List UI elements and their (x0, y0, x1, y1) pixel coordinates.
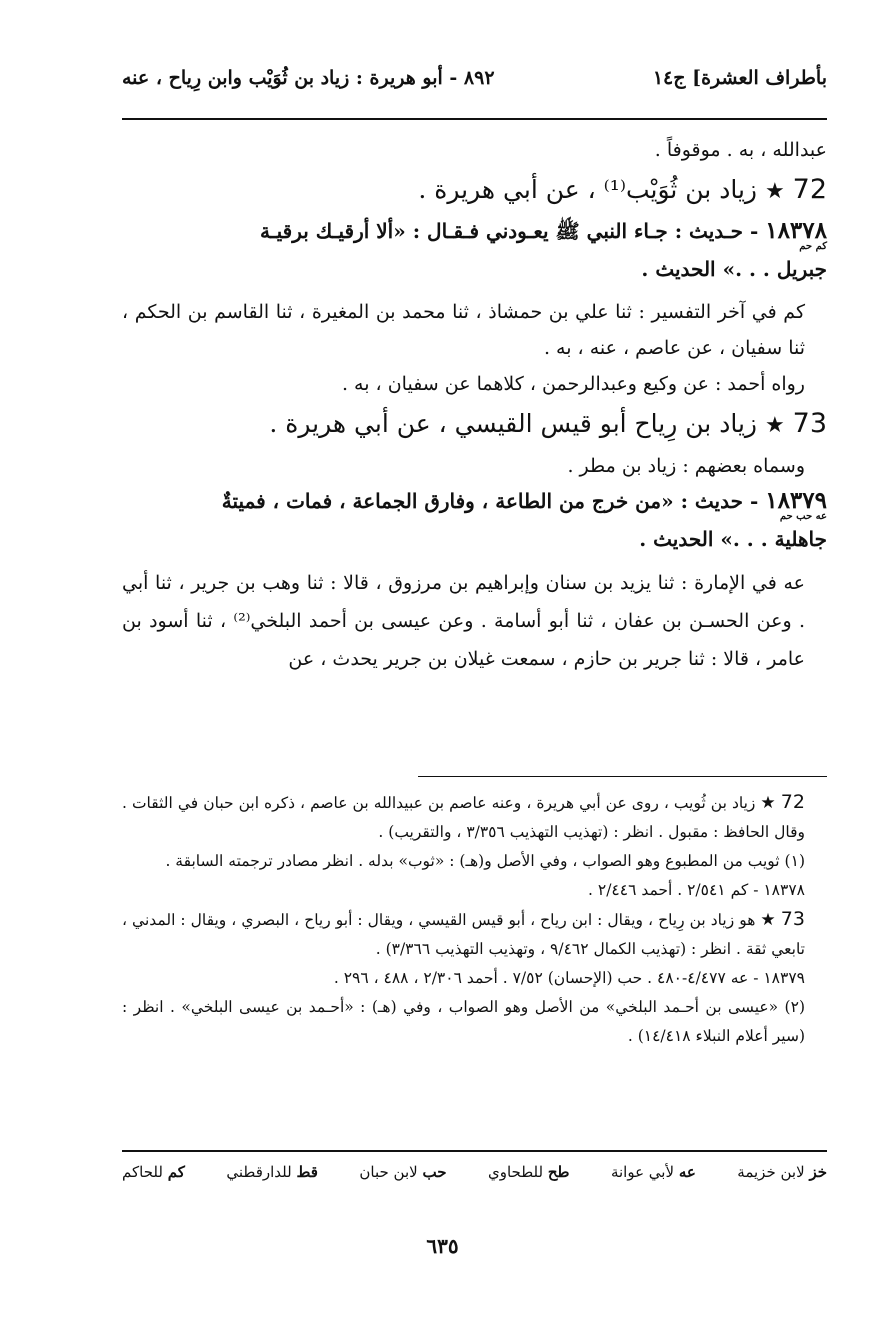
hadith-text-end: جاهلية . . .» الحديث . (639, 527, 827, 551)
hadith-text-end: جبريل . . .» الحديث . (641, 257, 827, 281)
page-number: ٦٣٥ (426, 1234, 459, 1258)
main-text (122, 132, 827, 678)
hadith-18379 (122, 484, 827, 556)
hadith-sigla: عه حب حم (779, 511, 827, 522)
header-left: ٨٩٢ - أبو هريرة : زياد بن ثُوَيْب وابن رِياح ، عنه (122, 67, 495, 89)
footnote-73 (122, 905, 827, 964)
hadith-sigla: كم حم (799, 241, 827, 252)
footnote-18378: ١٨٣٧٨ - كم ٢/٥٤١ . أحمد ٢/٤٤٦ . (588, 881, 805, 899)
star-icon: ★ (764, 413, 785, 438)
hadith-number: ١٨٣٧٨ (765, 217, 827, 244)
star-icon: ★ (760, 910, 776, 930)
footnote-number: 72 (780, 791, 805, 813)
footnote-1: (١) ثويب من المطبوع وهو الصواب ، وفي الأصل و(هـ) : «ثوب» بدله . انظر مصادر ترجمته السابقة . (165, 852, 805, 870)
translation-number: 73 (792, 408, 827, 439)
key-rule (122, 1150, 827, 1152)
translation-title: زياد بن ثُوَيْب⁽¹⁾ ، عن أبي هريرة . (418, 175, 757, 204)
note-line: وسماه بعضهم : زياد بن مطر . (567, 455, 805, 477)
key-item: كم للحاكم (122, 1163, 185, 1181)
key-item: خز لابن خزيمة (737, 1163, 827, 1181)
continued-line: عبدالله ، به . موقوفاً . (654, 139, 827, 161)
footnote-text: زياد بن ثُويب ، روى عن أبي هريرة ، وعنه عاصم بن عبيدالله بن عاصم ، ذكره ابن حبان في الثقات . وقال الحافظ : مقبول . انظر : (تهذيب التهذيب ٣/٣٥٦ ، والتقريب) . (122, 794, 805, 841)
header-rule (122, 118, 827, 120)
footnotes (122, 788, 827, 1051)
footnote-72 (122, 788, 827, 847)
star-icon: ★ (760, 793, 776, 813)
key-item: عه لأبي عوانة (610, 1163, 696, 1181)
sigla-key (122, 1163, 827, 1181)
translation-72 (122, 168, 827, 214)
footnote-text: هو زياد بن رِياح ، ويقال : ابن رياح ، أبو قيس القيسي ، ويقال : أبو رياح ، البصري ، ويقال : المدني ، تابعي ثقة . انظر : (تهذيب الكمال ٩/٤٦٢ ، وتهذيب التهذيب ٣/٣٦٦) . (122, 911, 805, 958)
translation-number: 72 (792, 174, 827, 205)
isnad-paragraph: كم في آخر التفسير : ثنا علي بن حمشاذ ، ثنا محمد بن المغيرة ، ثنا القاسم بن الحكم ، ثنا سفيان ، عن عاصم ، عنه ، به . (122, 301, 805, 359)
header-right: بأطراف العشرة] ج١٤ (652, 67, 827, 89)
footnote-18379: ١٨٣٧٩ - عه ٤/٤٧٧-٤٨٠ . حب (الإحسان) ٧/٥٢ . أحمد ٢/٣٠٦ ، ٤٨٨ ، ٢٩٦ . (333, 969, 805, 987)
hadith-text: - حديث : «من خرج من الطاعة ، وفارق الجماعة ، فمات ، فميتةٌ (221, 489, 759, 513)
isnad-paragraph: رواه أحمد : عن وكيع وعبدالرحمن ، كلاهما عن سفيان ، به . (341, 373, 805, 395)
footnote-number: 73 (780, 908, 805, 930)
key-item: طح للطحاوي (487, 1163, 570, 1181)
key-item: حب لابن حبان (359, 1163, 447, 1181)
translation-title: زياد بن رِياح أبو قيس القيسي ، عن أبي هريرة . (269, 409, 757, 438)
footnote-2: (٢) «عيسى بن أحـمد البلخي» من الأصل وهو الصواب ، وفي (هـ) : «أحـمد بن عيسى البلخي» . انظر : (سير أعلام النبلاء ١٤/٤١٨) . (122, 998, 805, 1045)
isnad-paragraph: عه في الإمارة : ثنا يزيد بن سنان وإبراهيم بن مرزوق ، قالا : ثنا وهب بن جرير ، ثنا أبي . وعن الحسـن بن عفان ، ثنا أبو أسامة . وعن عيسى بن أحمد البلخي⁽²⁾ ، ثنا أسود بن عامر ، قالا : ثنا جرير بن حازم ، سمعت غيلان بن جرير يحدث ، عن (122, 572, 805, 670)
hadith-number: ١٨٣٧٩ (765, 487, 827, 514)
translation-73 (122, 402, 827, 448)
running-header (122, 58, 827, 98)
hadith-18378 (122, 214, 827, 286)
key-item: قط للدارقطني (226, 1163, 318, 1181)
hadith-text: - حـديث : جـاء النبي ﷺ يعـودني فـقـال : «ألا أرقيـك برقيـة (260, 219, 759, 243)
footnote-rule (418, 776, 827, 777)
star-icon: ★ (764, 179, 785, 204)
